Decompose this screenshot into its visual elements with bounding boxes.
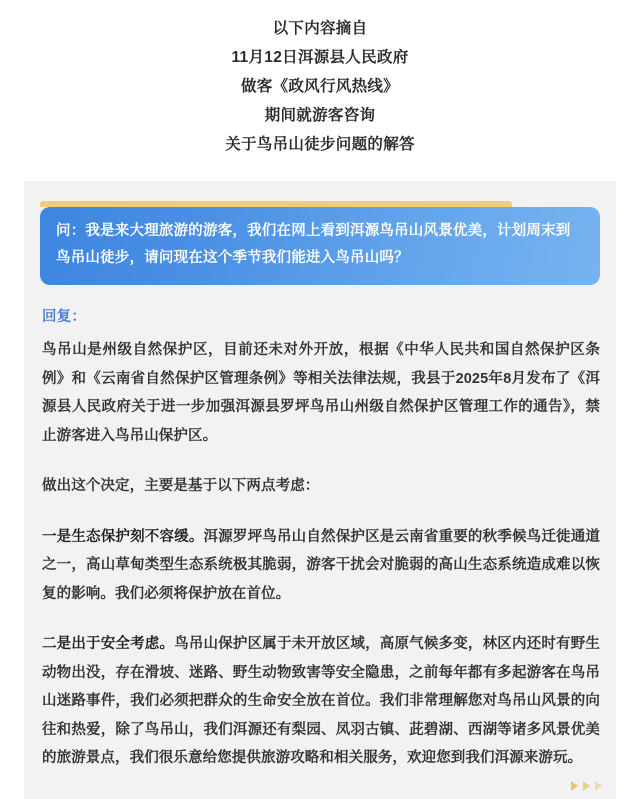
reply-paragraph-1 — [42, 336, 600, 450]
header-line-2: 11月12日洱源县人民政府 — [231, 49, 409, 66]
triangle-right-icon — [583, 781, 590, 791]
reply-paragraph-4-text: 鸟吊山保护区属于未开放区域，高原气候多变，林区内还时有野生动物出没，存在滑坡、迷路、野生动物致害等安全隐患，之前每年都有多起游客在鸟吊山迷路事件，我们必须把群众的生命安全放在首位。我们非常理解您对鸟吊山风景的向往和热爱，除了鸟吊山，我们洱源还有梨园、凤羽古镇、茈碧湖、西湖等诸多风景优美的旅游景点，我们很乐意给您提供旅游攻略和相关服务，欢迎您到我们洱源来游玩。 — [42, 636, 600, 766]
qa-card — [24, 181, 616, 799]
reply-paragraph-3-text: 洱源罗坪鸟吊山自然保护区是云南省重要的秋季候鸟迁徙通道之一，高山草甸类型生态系统极其脆弱，游客干扰会对脆弱的高山生态系统造成难以恢复的影响。我们必须将保护放在首位。 — [42, 528, 600, 602]
decorative-arrows — [571, 781, 602, 791]
question-text: 问：我是来大理旅游的游客，我们在网上看到洱源鸟吊山风景优美，计划周末到鸟吊山徒步，请问现在这个季节我们能进入鸟吊山吗？ — [56, 223, 571, 266]
question-bubble — [40, 207, 600, 285]
reply-label: 回复： — [42, 309, 87, 325]
reply-paragraph-2 — [42, 472, 600, 501]
reply-paragraph-3-lead: 一是生态保护刻不容缓。 — [42, 528, 204, 545]
triangle-right-icon — [571, 781, 578, 791]
header-line-5: 关于鸟吊山徒步问题的解答 — [225, 136, 415, 153]
header-line-1: 以下内容摘自 — [272, 20, 368, 37]
question-block — [40, 201, 600, 285]
reply-paragraph-4-lead: 二是出于安全考虑。 — [42, 636, 175, 652]
triangle-right-icon — [595, 781, 602, 791]
article-header — [0, 0, 640, 169]
reply-paragraph-1-text: 鸟吊山是州级自然保护区，目前还未对外开放，根据《中华人民共和国自然保护区条例》和《云南省自然保护区管理条例》等相关法律法规，我县于2025年8月发布了《洱源县人民政府关于进一步加强洱源县罗坪鸟吊山州级自然保护区管理工作的通告》，禁止游客进入鸟吊山保护区。 — [42, 342, 600, 444]
reply-paragraph-2-text: 做出这个决定，主要是基于以下两点考虑： — [42, 478, 320, 494]
header-line-4: 期间就游客咨询 — [264, 107, 376, 124]
reply-paragraph-3 — [42, 523, 600, 609]
reply-paragraph-4 — [42, 630, 600, 773]
header-line-3: 做客《政风行风热线》 — [240, 78, 399, 95]
